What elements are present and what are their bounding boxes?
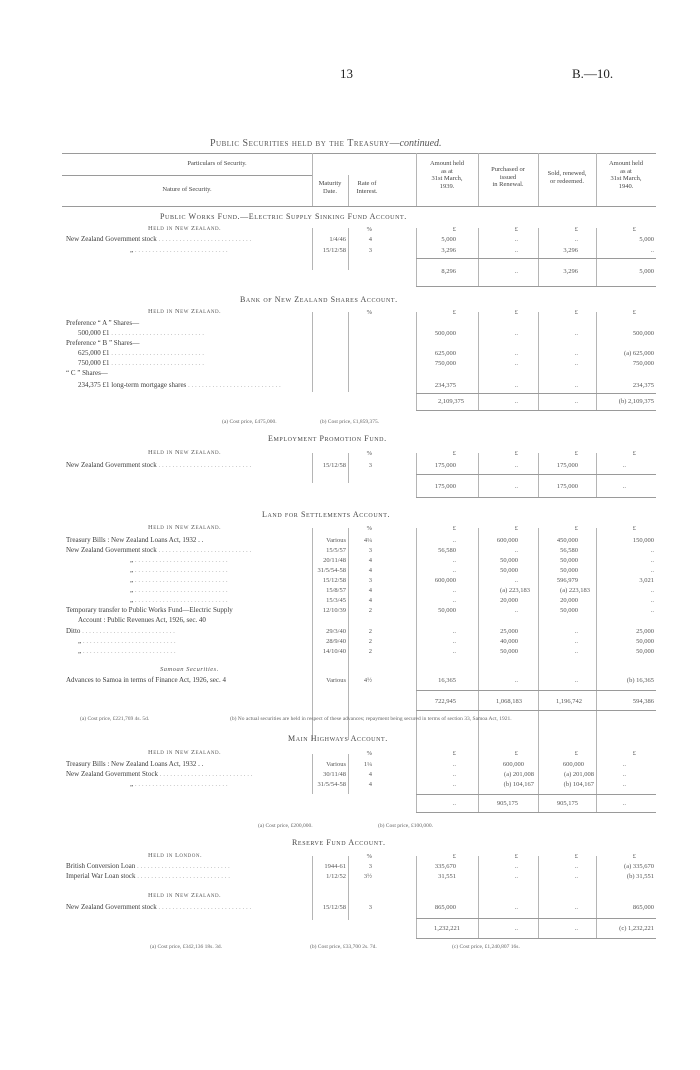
section-title: Land for Settlements Account. (262, 510, 391, 519)
header-held-1939 (416, 160, 478, 190)
cell-sold: .. (574, 863, 578, 870)
header-purchased-line: in Renewal. (492, 181, 524, 188)
total-held: 722,945 (434, 698, 456, 705)
unit-sold: £ (574, 525, 578, 532)
header-maturity-line: Maturity (318, 180, 342, 187)
cell-held: 335,670 (434, 863, 456, 870)
cell-maturity: Various (326, 677, 346, 684)
cell-purchased: 600,000 (502, 761, 524, 768)
cell-amount: .. (650, 247, 654, 254)
cell-purchased: .. (514, 677, 518, 684)
cell-rate: 2 (368, 638, 372, 645)
table-row-label: „ . . . (130, 556, 316, 564)
page-title: Public Securities held by the Treasury—continued. (210, 138, 442, 149)
cell-purchased: .. (514, 330, 518, 337)
cell-amount: (b) 16,365 (626, 677, 654, 684)
cell-held: .. (452, 537, 456, 544)
footnote-a: (a) Cost price, £200,000. (258, 823, 313, 829)
section-subtitle-nz: Held in New Zealand. (148, 892, 222, 899)
cell-amount: 150,000 (632, 537, 654, 544)
cell-purchased: .. (514, 350, 518, 357)
cell-amount: 865,000 (632, 904, 654, 911)
cell-rate: 3 (368, 462, 372, 469)
cell-maturity: 1/12/52 (326, 873, 346, 880)
table-row-label: New Zealand Government stock . . . (66, 903, 316, 911)
cell-held: .. (452, 638, 456, 645)
cell-purchased: 25,000 (500, 628, 518, 635)
cell-held: 750,000 (434, 360, 456, 367)
table-row-label: Ditto . . . (66, 627, 316, 635)
cell-maturity: 12/10/39 (322, 607, 346, 614)
cell-held: 3,296 (441, 247, 456, 254)
footnote-b: (b) Cost price, £1,859,375. (320, 419, 380, 425)
section-subtitle: Held in New Zealand. (148, 225, 222, 232)
total-purchased: .. (514, 925, 518, 932)
header-maturity (312, 180, 348, 195)
unit-rate: % (366, 853, 372, 860)
table-row-label: Preference “ B ” Shares— (66, 339, 140, 347)
unit-rate: % (366, 226, 372, 233)
cell-held: .. (452, 597, 456, 604)
cell-amount: .. (650, 567, 654, 574)
cell-sold: (a) 223,183 (560, 587, 590, 594)
cell-held: .. (452, 567, 456, 574)
cell-amount: .. (622, 462, 626, 469)
cell-amount: .. (622, 771, 626, 778)
header-rate-line: Rate of (357, 180, 377, 187)
total-held: 1,232,221 (434, 925, 460, 932)
footnote-a: (a) Cost price, £221,769 4s. 5d. (80, 716, 150, 722)
cell-sold: 50,000 (560, 567, 578, 574)
unit-held: £ (452, 450, 456, 457)
footnote-c: (c) Cost price, £1,240,807 16s. (452, 944, 520, 950)
cell-amount: 234,375 (632, 382, 654, 389)
cell-sold: 596,979 (556, 577, 578, 584)
unit-amount: £ (632, 309, 636, 316)
cell-held: 234,375 (434, 382, 456, 389)
unit-purchased: £ (514, 309, 518, 316)
cell-purchased: .. (514, 247, 518, 254)
total-sold: 175,000 (556, 483, 578, 490)
unit-held: £ (452, 750, 456, 757)
cell-maturity: 30/11/48 (323, 771, 346, 778)
total-purchased: 905,175 (496, 800, 518, 807)
cell-held: 5,000 (441, 236, 456, 243)
footnote-a: (a) Cost price, £475,000. (222, 419, 277, 425)
cell-maturity: 15/5/57 (326, 547, 346, 554)
cell-purchased: .. (514, 904, 518, 911)
cell-rate: 2 (368, 648, 372, 655)
cell-maturity: 15/8/57 (326, 587, 346, 594)
cell-held: 175,000 (434, 462, 456, 469)
cell-held: .. (452, 761, 456, 768)
cell-sold: .. (574, 330, 578, 337)
total-amount: 5,000 (639, 268, 654, 275)
header-maturity-line: Date. (323, 187, 337, 195)
cell-held: 56,580 (438, 547, 456, 554)
header-amount-line: 1940. (618, 182, 634, 190)
table-row-label: British Conversion Loan . . . (66, 862, 316, 870)
cell-purchased: (a) 223,183 (500, 587, 530, 594)
cell-amount: (a) 335,670 (624, 863, 654, 870)
total-amount: 594,386 (632, 698, 654, 705)
cell-purchased: .. (514, 462, 518, 469)
cell-maturity: 28/9/40 (326, 638, 346, 645)
total-purchased: .. (514, 398, 518, 405)
unit-held: £ (452, 853, 456, 860)
cell-sold: 600,000 (562, 761, 584, 768)
table-row-label: Preference “ A ” Shares— (66, 319, 140, 327)
cell-sold: .. (574, 677, 578, 684)
cell-purchased: 40,000 (500, 638, 518, 645)
cell-purchased: 50,000 (500, 648, 518, 655)
unit-rate: % (366, 450, 372, 457)
cell-purchased: .. (514, 577, 518, 584)
cell-maturity: 15/12/58 (322, 577, 346, 584)
header-held-line: 31st March, (431, 175, 463, 182)
cell-amount: .. (650, 547, 654, 554)
table-row-label: „ . . . (130, 246, 316, 254)
cell-sold: .. (574, 638, 578, 645)
unit-rate: % (366, 309, 372, 316)
cell-sold: 20,000 (560, 597, 578, 604)
section-title: Main Highways Account. (288, 734, 388, 743)
header-rate-line: Interest. (356, 187, 378, 195)
cell-held: 50,000 (438, 607, 456, 614)
cell-purchased: .. (514, 382, 518, 389)
unit-amount: £ (632, 525, 636, 532)
cell-purchased: .. (514, 873, 518, 880)
unit-sold: £ (574, 226, 578, 233)
unit-amount: £ (632, 853, 636, 860)
cell-sold: 50,000 (560, 557, 578, 564)
unit-purchased: £ (514, 750, 518, 757)
cell-sold: .. (574, 236, 578, 243)
cell-held: .. (452, 781, 456, 788)
cell-rate: 2 (368, 628, 372, 635)
total-held: .. (452, 800, 456, 807)
table-row-label: „ . . . (78, 637, 316, 645)
table-row-label: „ . . . (130, 780, 316, 788)
cell-sold: .. (574, 873, 578, 880)
total-held: 2,109,375 (438, 398, 464, 405)
table-row-label: New Zealand Government stock . . . (66, 461, 316, 469)
total-amount: .. (622, 800, 626, 807)
header-held-line: 1939. (439, 182, 455, 190)
cell-held: .. (452, 771, 456, 778)
cell-amount: .. (650, 587, 654, 594)
table-row-label: „ . . . (130, 566, 316, 574)
cell-rate: 3 (368, 863, 372, 870)
cell-held: .. (452, 648, 456, 655)
cell-amount: 50,000 (636, 648, 654, 655)
unit-amount: £ (632, 450, 636, 457)
cell-purchased: .. (514, 236, 518, 243)
unit-rate: % (366, 750, 372, 757)
cell-rate: 4¼ (363, 537, 372, 544)
cell-maturity: 20/11/48 (323, 557, 346, 564)
section-title: Employment Promotion Fund. (268, 434, 387, 443)
cell-amount: 3,021 (639, 577, 654, 584)
cell-purchased: .. (514, 360, 518, 367)
table-row-label: 234,375 £1 long-term mortgage shares . . . (78, 381, 316, 389)
table-row-label: Advances to Samoa in terms of Finance Act, 1926, sec. 4 (66, 676, 226, 684)
table-row-label: „ . . . (78, 647, 316, 655)
cell-maturity: 15/12/58 (322, 904, 346, 911)
page-code: B.—10. (572, 66, 614, 81)
cell-amount: (a) 625,000 (624, 350, 654, 357)
cell-rate: 4 (368, 236, 372, 243)
table-row-label: New Zealand Government Stock . . . (66, 770, 316, 778)
cell-amount: .. (650, 557, 654, 564)
cell-rate: 4 (368, 597, 372, 604)
header-sold-line: or redeemed. (550, 177, 584, 185)
unit-held: £ (452, 226, 456, 233)
cell-purchased: (b) 104,167 (503, 781, 534, 788)
table-row-label: 625,000 £1 . . . (78, 349, 316, 357)
header-rate (348, 180, 386, 195)
cell-rate: 4 (368, 781, 372, 788)
unit-purchased: £ (514, 525, 518, 532)
total-sold: 905,175 (556, 800, 578, 807)
header-purchased-line: issued (499, 173, 517, 181)
header-amount-line: Amount held (608, 160, 644, 167)
footnote-b: (b) Cost price, £100,000. (378, 823, 433, 829)
total-purchased: .. (514, 483, 518, 490)
cell-rate: 2 (368, 607, 372, 614)
total-amount: (b) 2,109,375 (618, 398, 654, 405)
section-subtitle: Held in London. (148, 852, 203, 859)
header-amount-1940 (596, 160, 656, 190)
cell-rate: 4 (368, 557, 372, 564)
footnote-a: (a) Cost price, £342,136 18s. 3d. (150, 944, 222, 950)
unit-sold: £ (574, 750, 578, 757)
cell-maturity: 14/10/40 (322, 648, 346, 655)
cell-maturity: 1944-61 (324, 863, 346, 870)
cell-maturity: Various (326, 761, 346, 768)
section-title: Bank of New Zealand Shares Account. (240, 295, 398, 304)
cell-sold: (b) 104,167 (563, 781, 594, 788)
table-row-label: Treasury Bills : New Zealand Loans Act, 1932 . . (66, 536, 204, 544)
unit-held: £ (452, 309, 456, 316)
table-row-label: “ C ” Shares— (66, 369, 108, 377)
table-row-label: Account : Public Revenues Act, 1926, sec. 40 (78, 616, 206, 624)
page-title-suffix: continued. (399, 138, 442, 149)
cell-maturity: 15/12/58 (322, 247, 346, 254)
table-row-label: Temporary transfer to Public Works Fund—Electric Supply (66, 606, 233, 614)
cell-held: .. (452, 587, 456, 594)
cell-sold: (a) 201,008 (564, 771, 594, 778)
cell-amount: (b) 31,551 (626, 873, 654, 880)
cell-maturity: 15/3/45 (326, 597, 346, 604)
section-subtitle-samoan: Samoan Securities. (160, 666, 219, 673)
cell-purchased: 600,000 (496, 537, 518, 544)
table-row-label: New Zealand Government stock . . . (66, 546, 316, 554)
cell-amount: 500,000 (632, 330, 654, 337)
cell-rate: 1¼ (363, 761, 372, 768)
cell-amount: .. (622, 761, 626, 768)
cell-amount: .. (650, 597, 654, 604)
cell-sold: .. (574, 360, 578, 367)
cell-held: 16,365 (438, 677, 456, 684)
cell-rate: 4 (368, 567, 372, 574)
cell-rate: 3 (368, 247, 372, 254)
cell-held: 31,551 (438, 873, 456, 880)
cell-purchased: .. (514, 863, 518, 870)
cell-rate: 3 (368, 547, 372, 554)
cell-held: 500,000 (434, 330, 456, 337)
cell-rate: 4 (368, 771, 372, 778)
table-row-label: „ . . . (130, 576, 316, 584)
cell-rate: 3 (368, 577, 372, 584)
table-row-label: 750,000 £1 . . . (78, 359, 316, 367)
header-amount-line: 31st March, (610, 175, 642, 182)
cell-maturity: 31/5/54-58 (317, 567, 346, 574)
unit-purchased: £ (514, 450, 518, 457)
cell-purchased: 50,000 (500, 567, 518, 574)
table-row-label: New Zealand Government stock . . . (66, 235, 316, 243)
cell-rate: 4 (368, 587, 372, 594)
total-amount: (c) 1,232,221 (619, 925, 654, 932)
unit-sold: £ (574, 450, 578, 457)
table-row-label: Imperial War Loan stock . . . (66, 872, 316, 880)
header-purchased-line: Purchased or (491, 166, 525, 173)
page-number: 13 (340, 66, 353, 81)
cell-sold: 56,580 (560, 547, 578, 554)
unit-purchased: £ (514, 226, 518, 233)
section-subtitle: Held in New Zealand. (148, 749, 222, 756)
cell-sold: 450,000 (556, 537, 578, 544)
cell-sold: 3,296 (563, 247, 578, 254)
cell-rate: 3 (368, 904, 372, 911)
cell-maturity: 31/5/54-58 (317, 781, 346, 788)
cell-maturity: 15/12/58 (322, 462, 346, 469)
cell-rate: 3½ (363, 873, 372, 880)
section-subtitle: Held in New Zealand. (148, 308, 222, 315)
footnote-b: (b) No actual securities are held in respect of these advances; repayment being secured in terms of section 33, Samoa Act, 1921. (230, 716, 512, 722)
cell-held: 865,000 (434, 904, 456, 911)
cell-rate: 4½ (363, 677, 372, 684)
table-row-label: Treasury Bills : New Zealand Loans Act, 1932 . . (66, 760, 204, 768)
total-purchased: .. (514, 268, 518, 275)
cell-purchased: 20,000 (500, 597, 518, 604)
cell-amount: .. (650, 607, 654, 614)
total-held: 8,296 (441, 268, 456, 275)
cell-sold: .. (574, 382, 578, 389)
cell-maturity: 29/3/40 (326, 628, 346, 635)
unit-sold: £ (574, 853, 578, 860)
cell-held: 625,000 (434, 350, 456, 357)
table-row-label: „ . . . (130, 586, 316, 594)
cell-sold: .. (574, 648, 578, 655)
total-amount: .. (622, 483, 626, 490)
header-held-line: Amount held (429, 160, 465, 167)
cell-maturity: 1/4/46 (329, 236, 346, 243)
header-nature: Nature of Security. (162, 186, 212, 193)
cell-sold: 50,000 (560, 607, 578, 614)
total-purchased: 1,068,183 (496, 698, 522, 705)
header-sold (538, 170, 596, 185)
cell-maturity: Various (326, 537, 346, 544)
cell-held: .. (452, 628, 456, 635)
total-sold: .. (574, 398, 578, 405)
table-row-label: 500,000 £1 . . . (78, 329, 316, 337)
cell-sold: 175,000 (556, 462, 578, 469)
cell-amount: .. (622, 781, 626, 788)
cell-sold: .. (574, 904, 578, 911)
unit-amount: £ (632, 750, 636, 757)
cell-held: 600,000 (434, 577, 456, 584)
section-title: Public Works Fund.—Electric Supply Sinking Fund Account. (160, 212, 407, 221)
unit-sold: £ (574, 309, 578, 316)
cell-sold: .. (574, 350, 578, 357)
page-title-text: Public Securities held by the Treasury (210, 138, 390, 149)
total-sold: 1,196,742 (556, 698, 582, 705)
unit-held: £ (452, 525, 456, 532)
cell-purchased: (a) 201,008 (504, 771, 534, 778)
header-sold-line: Sold, renewed, (547, 170, 587, 177)
total-sold: .. (574, 925, 578, 932)
header-particulars: Particulars of Security. (187, 160, 247, 167)
cell-amount: 5,000 (639, 236, 654, 243)
table-row-label: „ . . . (130, 596, 316, 604)
cell-held: .. (452, 557, 456, 564)
total-held: 175,000 (434, 483, 456, 490)
header-held-line: as at (441, 167, 453, 175)
cell-amount: 50,000 (636, 638, 654, 645)
footnote-b: (b) Cost price, £33,700 2s. 7d. (310, 944, 377, 950)
unit-amount: £ (632, 226, 636, 233)
header-amount-line: as at (620, 167, 632, 175)
section-title: Reserve Fund Account. (292, 838, 386, 847)
cell-purchased: 50,000 (500, 557, 518, 564)
cell-amount: 25,000 (636, 628, 654, 635)
unit-rate: % (366, 525, 372, 532)
total-sold: 3,296 (563, 268, 578, 275)
unit-purchased: £ (514, 853, 518, 860)
section-subtitle: Held in New Zealand. (148, 524, 222, 531)
cell-purchased: .. (514, 547, 518, 554)
cell-sold: .. (574, 628, 578, 635)
section-subtitle: Held in New Zealand. (148, 449, 222, 456)
cell-purchased: .. (514, 607, 518, 614)
cell-amount: 750,000 (632, 360, 654, 367)
header-purchased (478, 166, 538, 189)
